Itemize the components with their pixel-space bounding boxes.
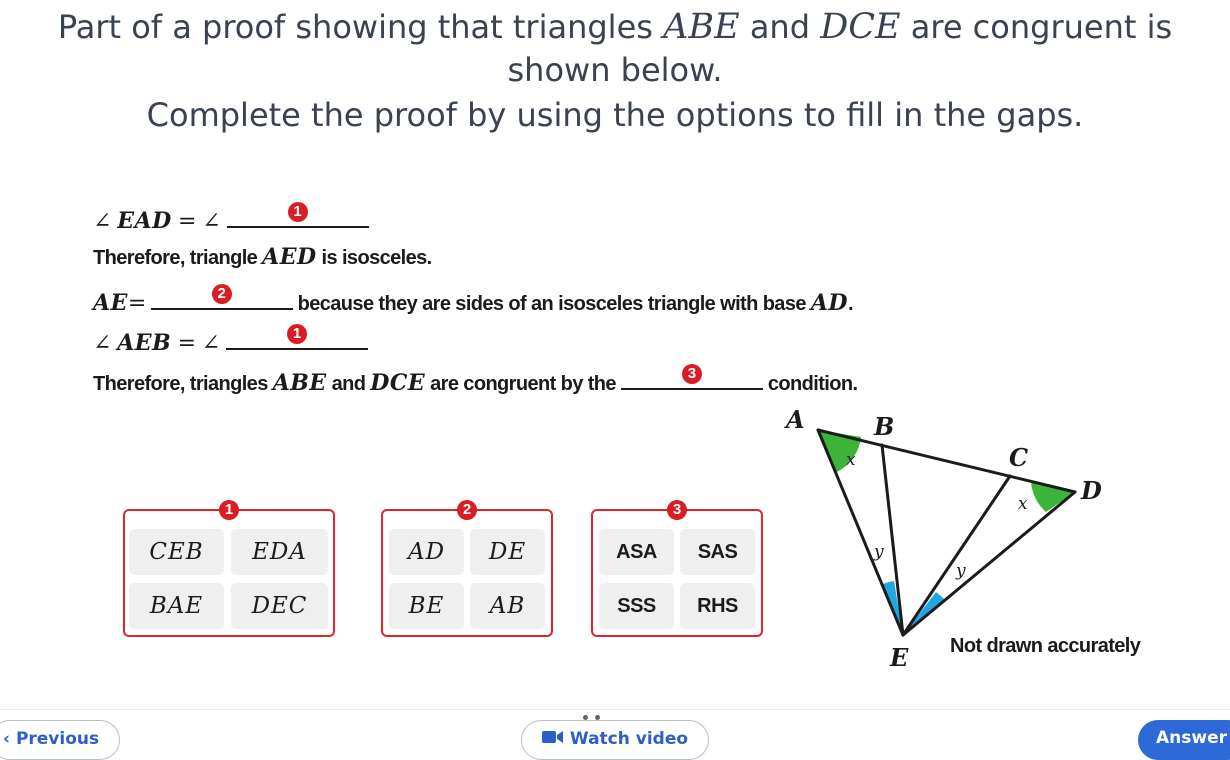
previous-button[interactable]: ‹ Previous bbox=[0, 720, 120, 760]
footer-divider bbox=[0, 709, 1230, 710]
side-de bbox=[903, 492, 1075, 635]
options-group-1 bbox=[123, 501, 335, 637]
proof-line-3: AE= 2 because they are sides of an isosceles triangle with base AD. bbox=[93, 285, 853, 316]
chevron-left-icon: ‹ bbox=[3, 729, 16, 749]
gap-badge-1: 1 bbox=[288, 202, 308, 222]
gap-badge-2: 2 bbox=[212, 284, 232, 304]
option-sas[interactable]: SAS bbox=[680, 529, 755, 575]
option-ceb[interactable]: CEB bbox=[129, 529, 224, 575]
option-de[interactable]: DE bbox=[470, 529, 545, 575]
gap-3[interactable] bbox=[621, 364, 763, 390]
label-x-d: x bbox=[1018, 494, 1028, 514]
option-ab[interactable]: AB bbox=[470, 583, 545, 629]
side-ad bbox=[818, 430, 1075, 492]
label-y-2: y bbox=[956, 561, 966, 581]
prompt-line-3: Complete the proof by using the options to fill in the gaps. bbox=[146, 96, 1084, 134]
group-badge-1: 1 bbox=[219, 500, 239, 520]
answer-button[interactable]: Answer bbox=[1138, 720, 1230, 760]
option-be[interactable]: BE bbox=[389, 583, 464, 629]
group-badge-2: 2 bbox=[457, 500, 477, 520]
label-y-1: y bbox=[874, 542, 884, 562]
proof-line-2: Therefore, triangle AED is isosceles. bbox=[93, 244, 432, 270]
watch-video-button[interactable]: Watch video bbox=[521, 720, 709, 760]
proof-line-4: ∠ AEB = ∠ 1 bbox=[93, 324, 368, 356]
group-badge-3: 3 bbox=[667, 500, 687, 520]
label-c: C bbox=[1009, 443, 1029, 472]
label-e: E bbox=[890, 643, 909, 672]
option-eda[interactable]: EDA bbox=[231, 529, 328, 575]
diagram-note: Not drawn accurately bbox=[950, 635, 1141, 657]
label-d: D bbox=[1081, 476, 1102, 505]
option-rhs[interactable]: RHS bbox=[680, 583, 755, 629]
option-asa[interactable]: ASA bbox=[599, 529, 674, 575]
question-prompt bbox=[0, 6, 1230, 137]
option-dec[interactable]: DEC bbox=[231, 583, 328, 629]
gap-badge-1b: 1 bbox=[287, 324, 307, 344]
options-group-2 bbox=[381, 501, 553, 637]
option-bae[interactable]: BAE bbox=[129, 583, 224, 629]
gap-badge-3: 3 bbox=[682, 364, 702, 384]
proof-line-1: ∠ EAD = ∠ 1 bbox=[93, 202, 369, 234]
prompt-line-2: shown below. bbox=[507, 51, 723, 89]
video-camera-icon bbox=[542, 730, 564, 744]
option-sss[interactable]: SSS bbox=[599, 583, 674, 629]
label-x-a: x bbox=[846, 450, 856, 470]
proof-line-5: Therefore, triangles ABE and DCE are congruent by the 3 condition. bbox=[93, 365, 858, 396]
options-group-3 bbox=[591, 501, 763, 637]
option-ad[interactable]: AD bbox=[389, 529, 464, 575]
label-b: B bbox=[874, 412, 895, 441]
gap-1-repeat[interactable] bbox=[226, 324, 368, 350]
gap-1[interactable] bbox=[227, 202, 369, 228]
prompt-line-1: Part of a proof showing that triangles ABE and DCE are congruent is bbox=[57, 7, 1173, 47]
label-a: A bbox=[786, 405, 805, 434]
gap-2[interactable] bbox=[151, 284, 293, 310]
segment-ce bbox=[903, 476, 1010, 635]
